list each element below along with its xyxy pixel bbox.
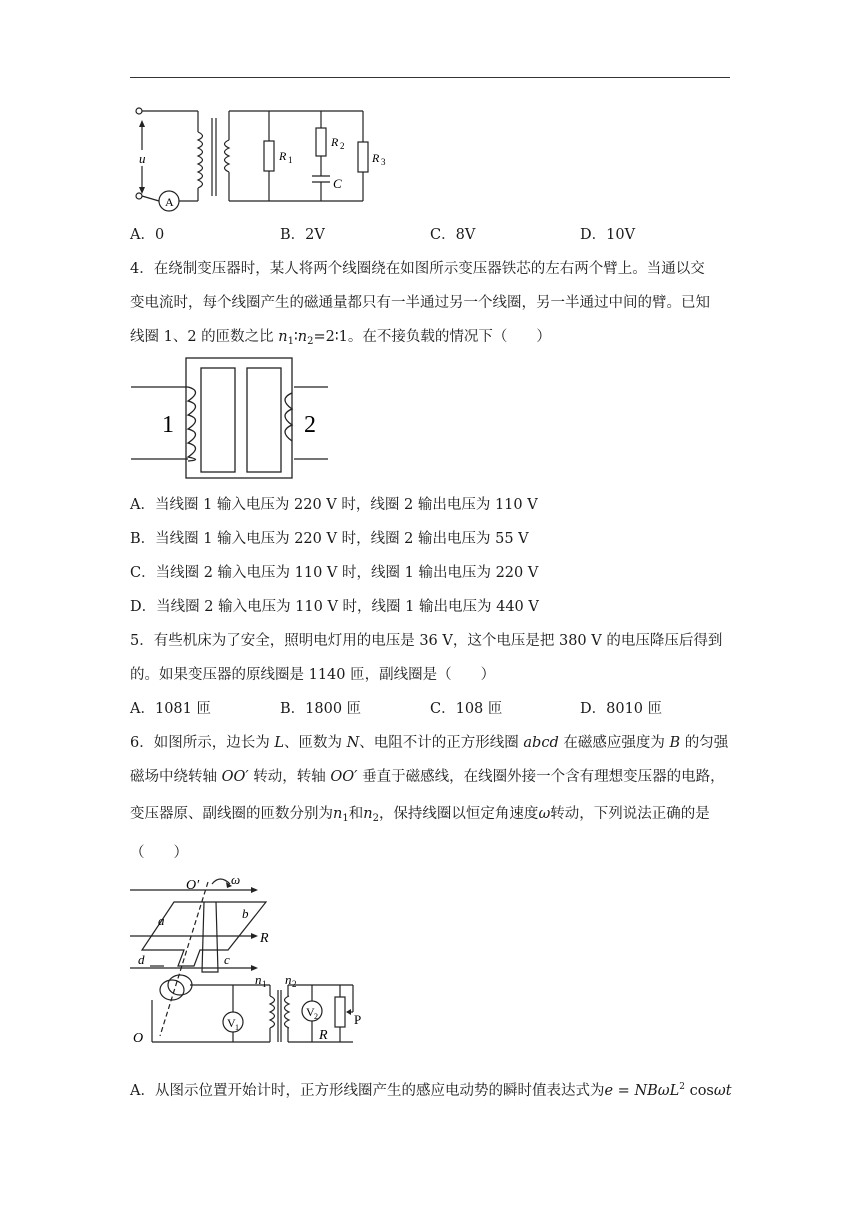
q5-option-a[interactable]: A．1081 匝 [130,701,211,717]
q3-option-b[interactable]: B．2V [280,227,325,243]
q6-d-label: d [138,952,145,967]
q6-n1-sub: 1 [262,979,267,989]
q6-v2-label: V [306,1005,315,1019]
q4-coil1-label: 1 [162,412,174,438]
q3-r3-label: R [372,151,380,165]
q3-circuit-figure [128,104,398,216]
q3-r2-sub: 2 [340,141,345,151]
q3-option-c[interactable]: C．8V [430,227,476,243]
q6-option-a[interactable]: A．从图示位置开始计时，正方形线圈产生的感应电动势的瞬时值表达式为e = NBωL$^2$ cosωt [130,1082,732,1099]
q4-stem-line3: 线圈 1、2 的匝数之比 $n_1∶n_2=2∶1$。在不接负载的情况下（ ） [130,329,551,347]
q4-stem-line2: 变电流时，每个线圈产生的磁通量都只有一半通过另一个线圈，另一半通过中间的臂。已知 [130,295,710,311]
q4-option-d[interactable]: D．当线圈 2 输入电压为 110 V 时，线圈 1 输出电压为 440 V [130,599,539,615]
q5-stem-line2: 的。如果变压器的原线圈是 1140 匝，副线圈是（ ） [130,667,496,683]
q3-r2-label: R [331,135,339,149]
q6-generator-figure [128,872,373,1062]
q4-option-c[interactable]: C．当线圈 2 输入电压为 110 V 时，线圈 1 输出电压为 220 V [130,565,539,581]
q3-option-d[interactable]: D．10V [580,227,636,243]
q3-option-a[interactable]: A．0 [130,227,165,243]
q6-stem-line2: 磁场中绕转轴 OO′ 转动，转轴 OO′ 垂直于磁感线，在线圈外接一个含有理想变压器的电路， [130,769,725,785]
q5-option-b[interactable]: B．1800 匝 [280,701,362,717]
q3-c-label: C [333,176,342,191]
q5-option-c[interactable]: C．108 匝 [430,701,503,717]
q5-option-d[interactable]: D．8010 匝 [580,701,663,717]
q6-b-label: b [242,906,249,921]
q3-r3-sub: 3 [381,157,386,167]
q6-v1-sub: 1 [235,1023,239,1032]
q6-o-prime-label: O′ [186,878,200,893]
q6-stem-line3: 变压器原、副线圈的匝数分别为$n_1$和$n_2$，保持线圈以恒定角速度ω转动，下列说法正确的是 [130,806,710,824]
q6-stem-line1: 6．如图所示，边长为 L、匝数为 N、电阻不计的正方形线圈 abcd 在磁感应强度为 B 的匀强 [130,735,729,751]
q6-v2-sub: 2 [314,1012,318,1021]
q6-field-r-label: R [260,931,269,946]
q6-n2-sub: 2 [292,979,297,989]
header-rule [130,77,730,78]
q4-coil2-label: 2 [304,412,316,438]
q4-option-a[interactable]: A．当线圈 1 输入电压为 220 V 时，线圈 2 输出电压为 110 V [130,497,538,513]
q5-stem-line1: 5．有些机床为了安全，照明电灯用的电压是 36 V，这个电压是把 380 V 的电压降压后得到 [130,633,723,649]
q6-n1-label: n [255,972,262,987]
q6-omega-label: ω [231,872,241,887]
q4-stem-line1: 4．在绕制变压器时，某人将两个线圈绕在如图所示变压器铁芯的左右两个臂上。当通以交 [130,261,705,277]
q3-r1-sub: 1 [288,155,293,165]
q6-p-label: P [354,1012,362,1027]
q6-stem-line4: （ ） [130,845,188,861]
q6-o-label: O [133,1031,144,1046]
q4-option-b[interactable]: B．当线圈 1 输入电压为 220 V 时，线圈 2 输出电压为 55 V [130,531,529,547]
q6-v1-label: V [227,1016,236,1030]
q4-transformer-core-figure [128,355,333,483]
q6-n2-label: n [285,972,292,987]
q6-load-r-label: R [319,1028,328,1043]
q3-u-label: u [139,151,146,166]
q3-ammeter-label: A [165,195,174,209]
q6-c-label: c [224,952,230,967]
q6-a-label: a [158,913,165,928]
q3-r1-label: R [279,149,287,163]
